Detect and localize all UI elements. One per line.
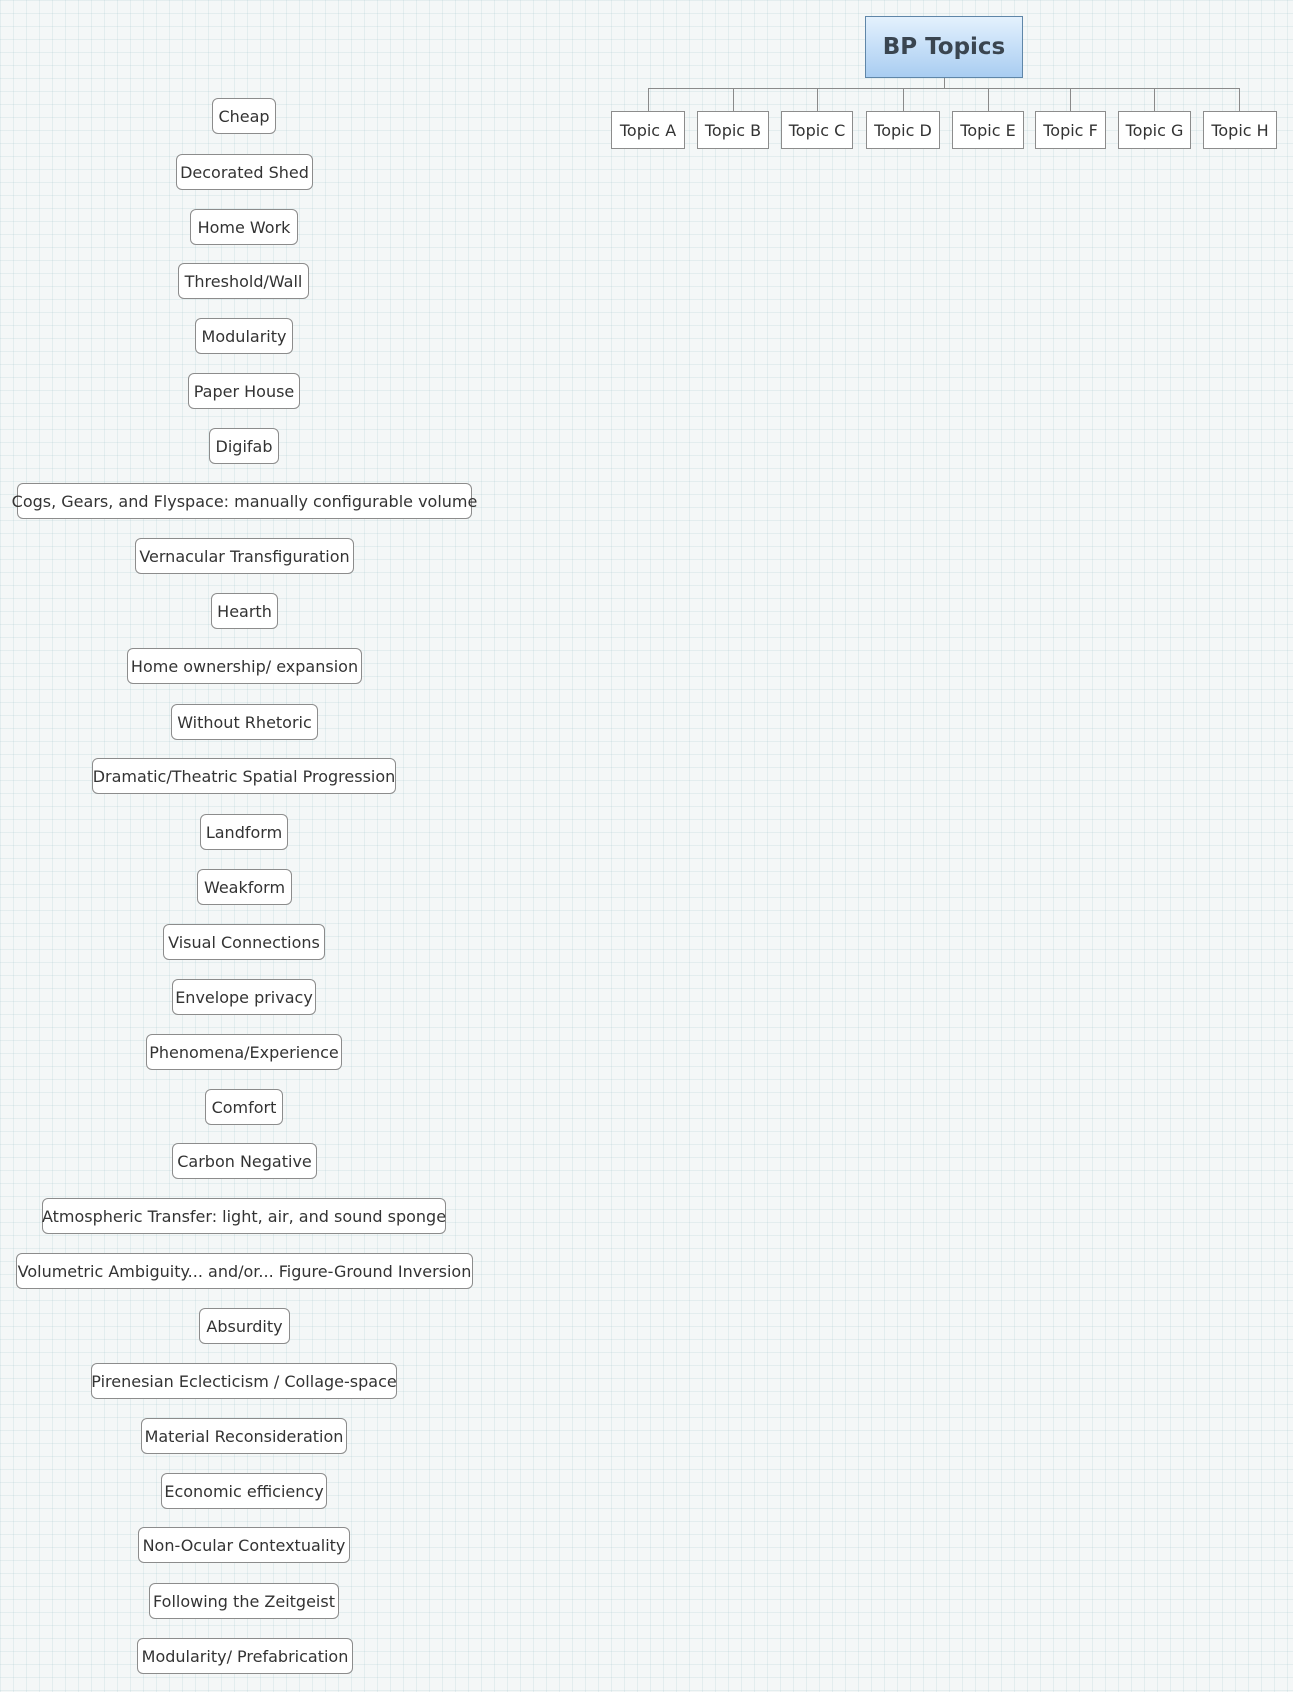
connector-topic-e bbox=[988, 88, 989, 111]
floating-topic[interactable] bbox=[42, 1198, 446, 1234]
connector-topic-a bbox=[648, 88, 649, 111]
floating-topic[interactable] bbox=[178, 263, 309, 299]
floating-topic-label: Visual Connections bbox=[168, 932, 320, 952]
connector-topic-h bbox=[1239, 88, 1240, 111]
floating-topic-label: Paper House bbox=[193, 381, 295, 401]
connector-topic-d bbox=[903, 88, 904, 111]
floating-topic-label: Comfort bbox=[211, 1097, 277, 1117]
connector-topic-c bbox=[817, 88, 818, 111]
floating-topic-label: Weakform bbox=[203, 877, 286, 897]
floating-topic[interactable] bbox=[197, 869, 292, 905]
floating-topic-label: Modularity/ Prefabrication bbox=[141, 1646, 349, 1666]
floating-topic-label: Pirenesian Eclecticism / Collage-space bbox=[91, 1371, 397, 1391]
subtopic-label: Topic D bbox=[874, 120, 932, 140]
floating-topic-label: Envelope privacy bbox=[175, 987, 313, 1007]
floating-topic-label: Cheap bbox=[218, 106, 270, 126]
subtopic-topic-b[interactable] bbox=[697, 111, 769, 149]
floating-topic[interactable] bbox=[172, 1143, 317, 1179]
subtopic-topic-e[interactable] bbox=[952, 111, 1024, 149]
floating-topic-label: Cogs, Gears, and Flyspace: manually configurable volume bbox=[11, 491, 478, 511]
floating-topic-label: Modularity bbox=[201, 326, 287, 346]
floating-topic[interactable] bbox=[209, 428, 279, 464]
connector-root-stem bbox=[944, 78, 945, 88]
subtopic-topic-h[interactable] bbox=[1203, 111, 1277, 149]
subtopic-topic-d[interactable] bbox=[866, 111, 940, 149]
floating-topic-label: Carbon Negative bbox=[177, 1151, 312, 1171]
floating-topic[interactable] bbox=[188, 373, 300, 409]
floating-topic[interactable] bbox=[212, 98, 276, 134]
floating-topic-label: Following the Zeitgeist bbox=[153, 1591, 335, 1611]
floating-topic[interactable] bbox=[172, 979, 316, 1015]
subtopic-topic-c[interactable] bbox=[781, 111, 853, 149]
floating-topic[interactable] bbox=[135, 538, 354, 574]
floating-topic[interactable] bbox=[199, 1308, 290, 1344]
floating-topic[interactable] bbox=[138, 1527, 350, 1563]
floating-topic-label: Threshold/Wall bbox=[184, 271, 303, 291]
floating-topic[interactable] bbox=[16, 1253, 473, 1289]
connector-topic-g bbox=[1154, 88, 1155, 111]
central-topic-label: BP Topics bbox=[882, 34, 1006, 60]
floating-topic-label: Dramatic/Theatric Spatial Progression bbox=[92, 766, 396, 786]
connector-topic-b bbox=[733, 88, 734, 111]
floating-topic[interactable] bbox=[195, 318, 293, 354]
subtopic-label: Topic B bbox=[704, 120, 762, 140]
floating-topic-label: Vernacular Transfiguration bbox=[139, 546, 350, 566]
floating-topic[interactable] bbox=[161, 1473, 327, 1509]
floating-topic[interactable] bbox=[141, 1418, 347, 1454]
floating-topic-label: Volumetric Ambiguity... and/or... Figure-Ground Inversion bbox=[17, 1261, 472, 1281]
floating-topic[interactable] bbox=[146, 1034, 342, 1070]
floating-topic[interactable] bbox=[11, 483, 478, 519]
subtopic-topic-f[interactable] bbox=[1035, 111, 1106, 149]
subtopic-label: Topic C bbox=[788, 120, 846, 140]
floating-topic-label: Landform bbox=[205, 822, 283, 842]
floating-topic-label: Phenomena/Experience bbox=[149, 1042, 339, 1062]
floating-topic[interactable] bbox=[205, 1089, 283, 1125]
subtopic-label: Topic G bbox=[1125, 120, 1184, 140]
subtopic-label: Topic E bbox=[960, 120, 1016, 140]
floating-topic[interactable] bbox=[163, 924, 325, 960]
floating-topic[interactable] bbox=[137, 1638, 353, 1674]
floating-topic-label: Non-Ocular Contextuality bbox=[142, 1535, 346, 1555]
connector-horizontal-bar bbox=[648, 88, 1240, 89]
floating-topic-label: Atmospheric Transfer: light, air, and sound sponge bbox=[41, 1206, 447, 1226]
floating-topic[interactable] bbox=[176, 154, 313, 190]
floating-topic-label: Material Reconsideration bbox=[144, 1426, 344, 1446]
floating-topic[interactable] bbox=[171, 704, 318, 740]
floating-topic-label: Home Work bbox=[197, 217, 291, 237]
floating-topic-label: Digifab bbox=[215, 436, 273, 456]
floating-topic[interactable] bbox=[211, 593, 278, 629]
floating-topic[interactable] bbox=[92, 758, 396, 794]
subtopic-label: Topic F bbox=[1043, 120, 1098, 140]
floating-topic-label: Without Rhetoric bbox=[177, 712, 312, 732]
floating-topic[interactable] bbox=[127, 648, 362, 684]
floating-topic-label: Home ownership/ expansion bbox=[130, 656, 359, 676]
floating-topic[interactable] bbox=[190, 209, 298, 245]
floating-topic-label: Hearth bbox=[217, 601, 272, 621]
subtopic-label: Topic A bbox=[619, 120, 677, 140]
floating-topic[interactable] bbox=[200, 814, 288, 850]
subtopic-label: Topic H bbox=[1211, 120, 1269, 140]
floating-topic-label: Decorated Shed bbox=[180, 162, 309, 182]
floating-topic[interactable] bbox=[91, 1363, 397, 1399]
floating-topic-label: Economic efficiency bbox=[164, 1481, 324, 1501]
floating-topic[interactable] bbox=[149, 1583, 339, 1619]
subtopic-topic-g[interactable] bbox=[1118, 111, 1191, 149]
floating-topic-label: Absurdity bbox=[206, 1316, 283, 1336]
subtopic-topic-a[interactable] bbox=[611, 111, 685, 149]
connector-topic-f bbox=[1070, 88, 1071, 111]
central-topic[interactable] bbox=[865, 16, 1023, 78]
